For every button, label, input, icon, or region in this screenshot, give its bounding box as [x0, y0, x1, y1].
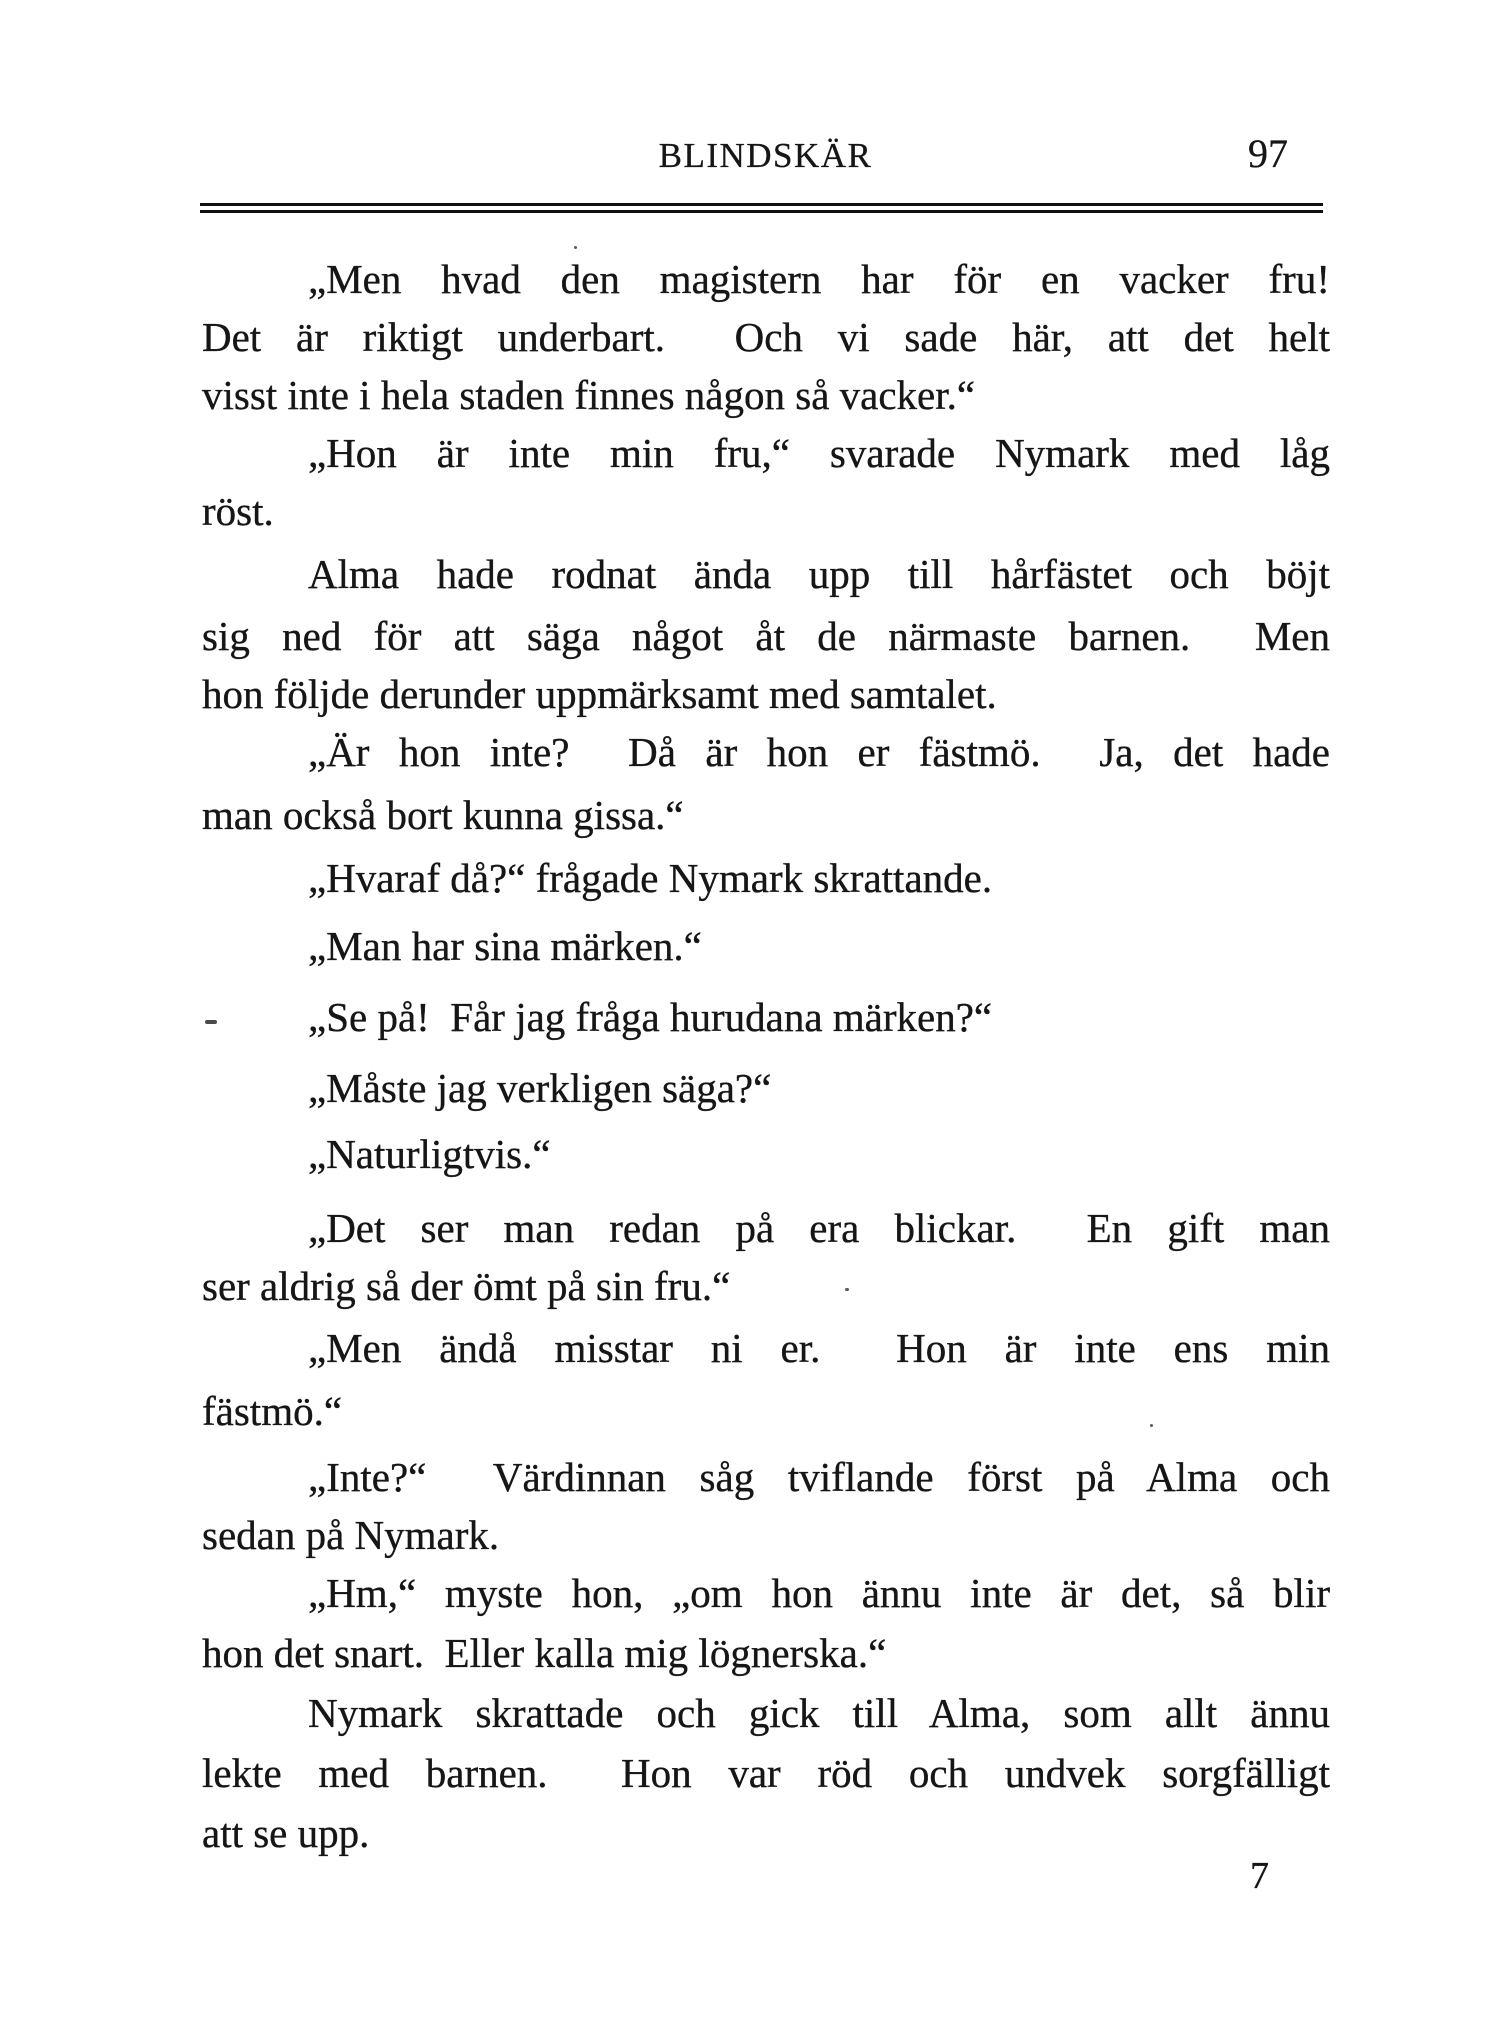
printer-signature-mark: 7 [1250, 1855, 1269, 1897]
header-double-rule [200, 203, 1323, 213]
text-line: fästmö.“ [202, 1388, 343, 1434]
text-line: sig ned för att säga något åt de närmaste barnen. Men [202, 613, 1330, 659]
body-text-block [202, 250, 1330, 1862]
text-line: man också bort kunna gissa.“ [202, 792, 684, 838]
text-line: Det är riktigt underbart. Och vi sade här, att det helt [202, 314, 1330, 360]
text-line: Alma hade rodnat ända upp till hårfästet och böjt [308, 551, 1330, 597]
text-line: lekte med barnen. Hon var röd och undvek sorgfälligt [202, 1750, 1330, 1796]
page-number: 97 [1248, 131, 1288, 176]
text-line: „Inte?“ Värdinnan såg tviflande först på Alma och [308, 1454, 1330, 1500]
text-line: „Hm,“ myste hon, „om hon ännu inte är det, så blir [308, 1570, 1330, 1616]
text-line: röst. [202, 488, 274, 534]
text-line: Nymark skrattade och gick till Alma, som allt ännu [308, 1690, 1330, 1736]
text-line: hon följde derunder uppmärksamt med samtalet. [202, 671, 997, 717]
text-line: „Se på! Får jag fråga hurudana märken?“ [308, 994, 993, 1040]
text-line: visst inte i hela staden finnes någon så vacker.“ [202, 372, 976, 418]
text-line: „Man har sina märken.“ [308, 923, 702, 969]
scan-speck [1150, 1424, 1153, 1427]
scan-speck [574, 246, 577, 249]
running-title: BLINDSKÄR [658, 136, 873, 175]
text-line: „Men hvad den magistern har för en vacker fru! [308, 256, 1330, 302]
text-line: „Det ser man redan på era blickar. En gift man [308, 1205, 1330, 1251]
text-line: sedan på Nymark. [202, 1512, 500, 1558]
text-line: hon det snart. Eller kalla mig lögnerska.“ [202, 1630, 887, 1676]
text-line: „Naturligtvis.“ [308, 1131, 551, 1177]
text-line: „Men ändå misstar ni er. Hon är inte ens min [308, 1325, 1330, 1371]
text-line: ser aldrig så der ömt på sin fru.“ [202, 1263, 731, 1309]
scan-speck [205, 1020, 217, 1024]
text-line: „Hon är inte min fru,“ svarade Nymark med låg [308, 430, 1330, 476]
text-line: att se upp. [202, 1810, 370, 1856]
text-line: „Hvaraf då?“ frågade Nymark skrattande. [308, 855, 993, 901]
text-line: „Måste jag verkligen säga?“ [308, 1065, 772, 1111]
text-line: „Är hon inte? Då är hon er fästmö. Ja, det hade [308, 729, 1330, 775]
scan-speck [845, 1288, 849, 1291]
